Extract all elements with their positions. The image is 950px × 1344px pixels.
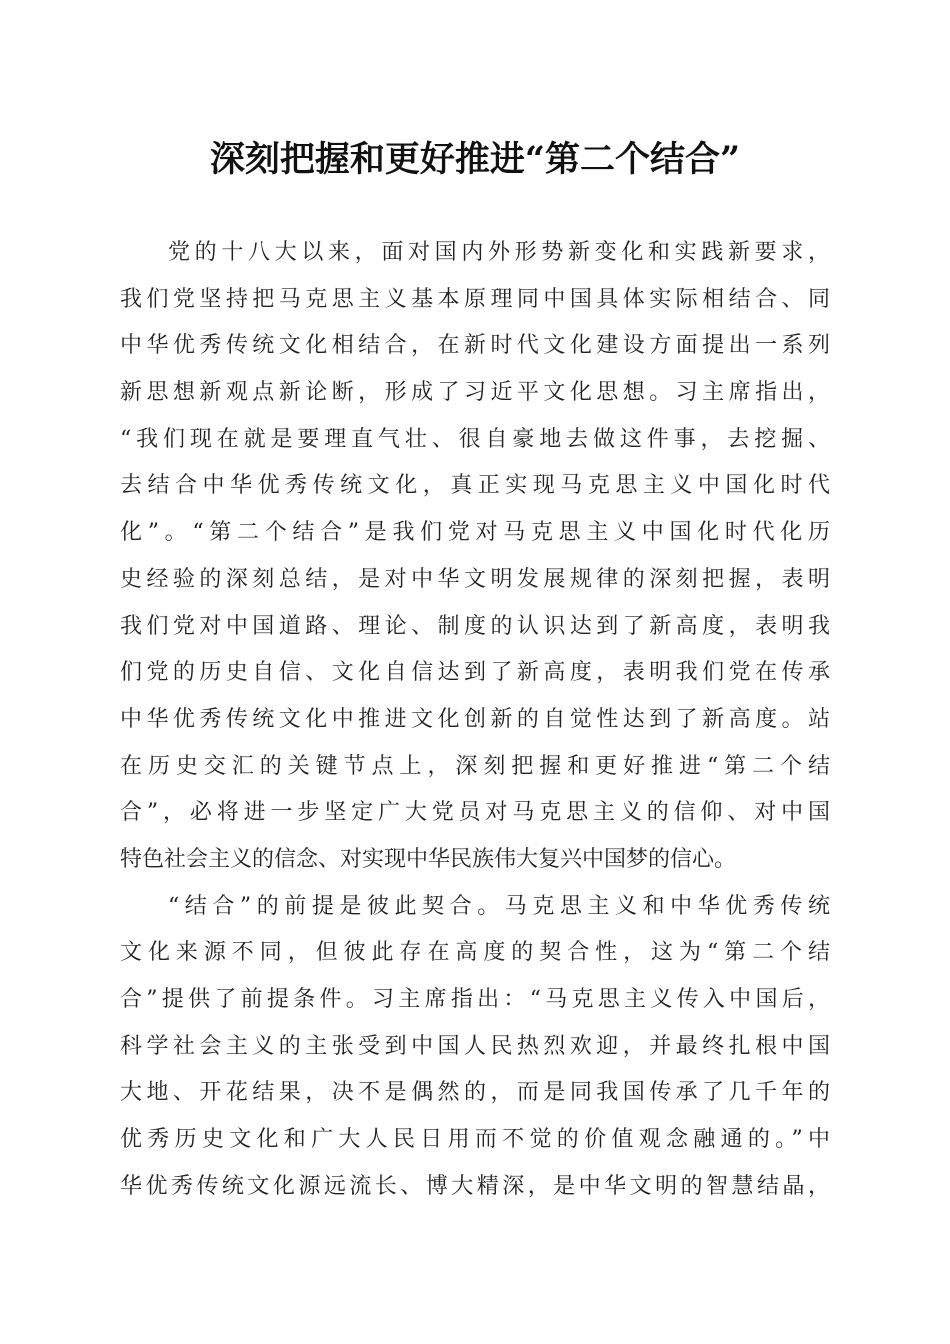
paragraph-1-line: 们党的历史自信、文化自信达到了新高度，表明我们党在传承: [120, 660, 830, 686]
paragraph-2-line: 优秀历史文化和广大人民日用而不觉的价值观念融通的。”中: [120, 1127, 830, 1153]
paragraph-1-line: 党的十八大以来，面对国内外形势新变化和实践新要求，: [168, 240, 830, 265]
paragraph-1-line: 去结合中华优秀传统文化，真正实现马克思主义中国化时代: [120, 473, 830, 499]
document-body: [120, 230, 830, 1210]
paragraph-1-line: 我们党坚持把马克思主义基本原理同中国具体实际相结合、同: [120, 286, 830, 312]
paragraph-2-line: 文化来源不同，但彼此存在高度的契合性，这为“第二个结: [120, 940, 830, 966]
paragraph-1-line: 中华优秀传统文化中推进文化创新的自觉性达到了新高度。站: [120, 706, 830, 732]
paragraph-1-line: 合”，必将进一步坚定广大党员对马克思主义的信仰、对中国: [120, 800, 830, 826]
paragraph-1-line: 新思想新观点新论断，形成了习近平文化思想。习主席指出，: [120, 380, 830, 406]
paragraph-1-line: 在历史交汇的关键节点上，深刻把握和更好推进“第二个结: [120, 753, 830, 779]
paragraph-2-line: 合”提供了前提条件。习主席指出：“马克思主义传入中国后，: [120, 987, 830, 1012]
paragraph-1-line: 我们党对中国道路、理论、制度的认识达到了新高度，表明我: [120, 613, 830, 639]
paragraph-1-line: 化”。“第二个结合”是我们党对马克思主义中国化时代化历: [120, 520, 830, 546]
paragraph-1-line: 中华优秀传统文化相结合，在新时代文化建设方面提出一系列: [120, 333, 830, 359]
paragraph-1-line: 史经验的深刻总结，是对中华文明发展规律的深刻把握，表明: [120, 566, 830, 592]
paragraph-2-line: 华优秀传统文化源远流长、博大精深，是中华文明的智慧结晶，: [120, 1173, 830, 1199]
paragraph-1-line: 特色社会主义的信念、对实现中华民族伟大复兴中国梦的信心。: [120, 846, 737, 872]
document-title: 深刻把握和更好推进“第二个结合”: [209, 139, 741, 180]
paragraph-2-line: “结合”的前提是彼此契合。马克思主义和中华优秀传统: [168, 893, 830, 919]
paragraph-1-line: “我们现在就是要理直气壮、很自豪地去做这件事，去挖掘、: [120, 426, 830, 452]
paragraph-2-line: 大地、开花结果，决不是偶然的，而是同我国传承了几千年的: [120, 1080, 830, 1106]
paragraph-2-line: 科学社会主义的主张受到中国人民热烈欢迎，并最终扎根中国: [120, 1033, 830, 1059]
